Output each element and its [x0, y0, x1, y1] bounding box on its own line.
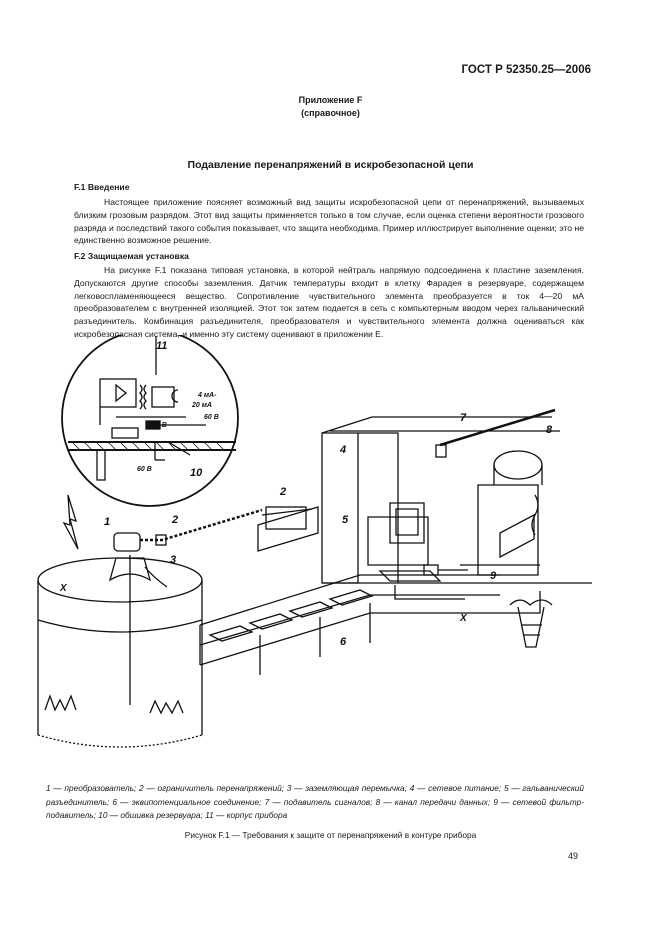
- callout-5: 5: [342, 514, 349, 526]
- isolator-unit: [258, 507, 318, 551]
- figure-f1: [0, 335, 661, 775]
- callout-6: 6: [340, 636, 347, 648]
- computer: [368, 503, 440, 581]
- section-heading-introduction: F.1 Введение: [74, 182, 130, 192]
- callout-10: 10: [190, 467, 203, 479]
- current-label: 4 мА-: [198, 392, 217, 399]
- tank: [38, 533, 202, 747]
- standard-number: ГОСТ Р 52350.25—2006: [461, 64, 591, 76]
- figure-caption: Рисунок F.1 — Требования к защите от перенапряжений в контуре прибора: [184, 830, 477, 840]
- x-mark-right: X: [460, 613, 467, 624]
- current-label-2: 20 мА: [192, 402, 212, 409]
- motor-cabinet: [460, 451, 542, 575]
- callout-7: 7: [460, 412, 467, 424]
- page-number: 49: [568, 851, 579, 861]
- voltage-label-2: 60 В: [152, 422, 167, 429]
- introduction-text: Настоящее приложение поясняет возможный вид защиты искробезопасной цепи от перенапряжений, вызываемых близким грозовым разрядом. Этот вид защиты применяется только в том случае, если оценка степени вероятности грозового разряда и последствий такого события показывает, что защита необходима. Пример иллюстрирует выполнение оценки; это не единственно возможное решение.: [74, 197, 584, 246]
- introduction-paragraph: [74, 196, 584, 247]
- figure-legend: 1 — преобразователь; 2 — ограничитель перенапряжений; 3 — заземляющая перемычка; 4 — сетевое питание; 5 — гальванический разъединитель; 6 — эквипотенциальное соединение; 7 — подавитель сигналов; 8 — канал передачи данных; 9 — сетевой фильтр-подавитель; 10 — обшивка резервуара; 11 — корпус прибора: [46, 783, 584, 820]
- annex-subtitle: (справочное): [301, 108, 360, 118]
- callout-2a: 2: [172, 514, 179, 526]
- callout-11: 11: [156, 340, 168, 352]
- callout-1: 1: [104, 516, 111, 528]
- equipotential-trough: [200, 575, 540, 675]
- annex-title: Приложение F: [298, 95, 363, 105]
- callout-4: 4: [340, 444, 347, 456]
- callout-9: 9: [490, 570, 497, 582]
- lightning-bolt: [64, 495, 78, 549]
- installation-paragraph: [74, 264, 584, 341]
- x-mark-left: X: [60, 583, 67, 594]
- installation-text: На рисунке F.1 показана типовая установка, в которой нейтраль напрямую подсоединена к пластине заземления. Допускаются другие способы заземления. Датчик температуры входит в клетку Фарадея в резервуаре, содержащем легковоспламеняющееся вещество. Сопротивление чувствительного элемента преобразуется в ток 4—20 мА преобразователем с внутренней изоляцией. Этот ток затем подается в сеть с компьютерным вводом через гальванический разъединитель. Комбинация разъединителя, преобразователя и чувствительного элемента должна оцениваться как искробезопасная система, и именно эту систему оценивают в приложении Е.: [74, 265, 584, 339]
- ground-electrode: [510, 600, 552, 647]
- section-title: Подавление перенапряжений в искробезопасной цепи: [187, 159, 474, 171]
- voltage-label-1: 60 В: [204, 414, 219, 421]
- callout-3: 3: [170, 554, 177, 566]
- callout-8: 8: [546, 424, 553, 436]
- voltage-label-3: 60 В: [137, 466, 152, 473]
- section-heading-installation: F.2 Защищаемая установка: [74, 251, 189, 261]
- callout-2b: 2: [280, 486, 287, 498]
